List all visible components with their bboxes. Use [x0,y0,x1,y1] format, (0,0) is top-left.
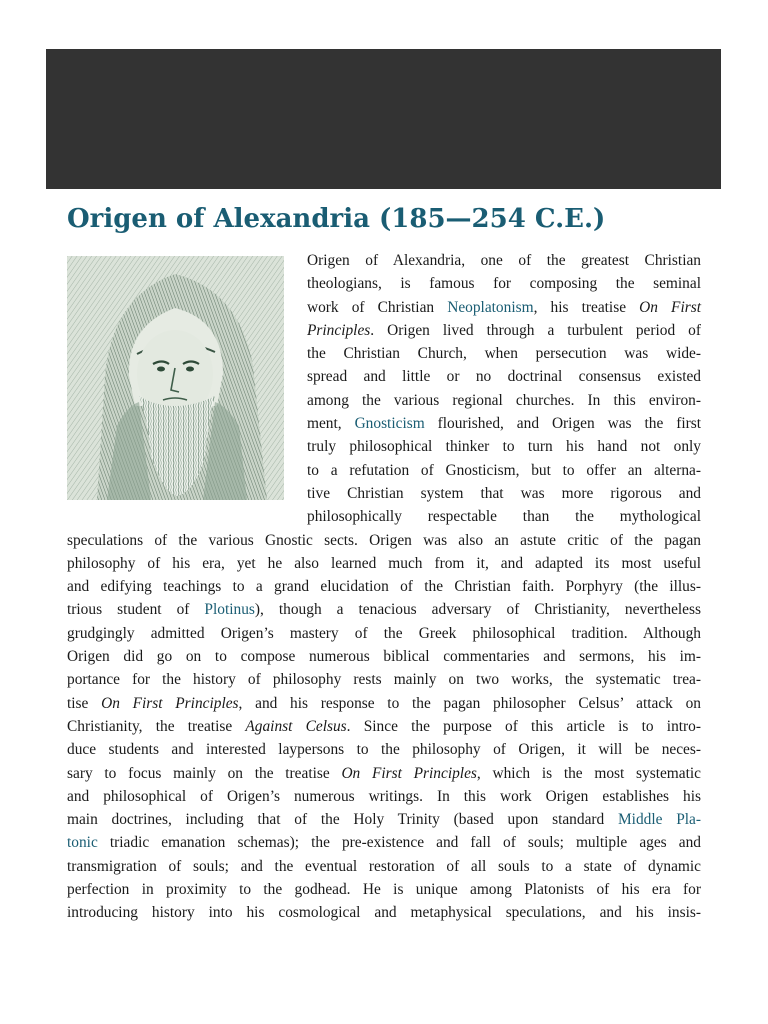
text-line: portance for the history of philosophy rests mainly on two works, the systematic trea- [67,671,701,689]
text-line: main doctrines, including that of the Holy Trinity (based upon standard Middle Pla- [67,811,701,829]
text-line: theologians, is famous for composing the seminal [307,275,701,293]
text-line: speculations of the various Gnostic sects. Origen was also an astute critic of the pagan [67,531,701,549]
text-line: spread and little or no doctrinal consensus existed [307,368,701,386]
link-gnosticism[interactable]: Gnosticism [354,415,425,433]
text-line: perfection in proximity to the godhead. He is unique among Platonists of his era for [67,881,701,899]
page-title: Origen of Alexandria (185—254 C.E.) [67,204,606,234]
article-body [67,249,701,925]
text-line: introducing history into his cosmological and metaphysical speculations, and his insis- [67,904,701,922]
text-line: ment, Gnosticism flourished, and Origen was the first [307,415,701,433]
text-line: and edifying teachings to a grand elucidation of the Christian faith. Porphyry (the illus- [67,578,701,596]
link-neoplatonism[interactable]: Neoplatonism [447,298,534,316]
link-middle-platonic[interactable]: Middle Pla- [617,811,701,829]
text-line: and philosophical of Origen’s numerous writings. In this work Origen establishes his [67,787,701,805]
text-line: truly philosophical thinker to turn his hand not only [307,438,701,456]
text-line: transmigration of souls; and the eventual restoration of all souls to a state of dynamic [67,857,701,875]
text-line: duce students and interested laypersons to the philosophy of Origen, it will be neces- [67,741,701,759]
text-line: Origen did go on to compose numerous biblical commentaries and sermons, his im- [67,648,701,666]
text-line: philosophy of his era, yet he also learned much from it, and adapted its most useful [67,554,701,572]
link-middle-platonic-cont[interactable]: tonic [67,834,98,852]
text-line: Christianity, the treatise Against Celsus. Since the purpose of this article is to intro- [67,717,701,735]
header-banner [46,49,721,189]
text-line: work of Christian Neoplatonism, his treatise On First [307,298,701,316]
text-line: Origen of Alexandria, one of the greatest Christian [307,252,701,269]
text-line: tonic triadic emanation schemas); the pre-existence and fall of souls; multiple ages and [67,834,701,852]
text-line: philosophically respectable than the mythological [307,508,701,526]
text-line: sary to focus mainly on the treatise On First Principles, which is the most systematic [67,764,701,782]
text-line: to a refutation of Gnosticism, but to offer an alterna- [307,461,701,479]
text-line: Principles. Origen lived through a turbulent period of [307,321,701,339]
text-line: tive Christian system that was more rigorous and [307,484,701,502]
text-line: the Christian Church, when persecution was wide- [307,345,701,363]
text-line: grudgingly admitted Origen’s mastery of the Greek philosophical tradition. Although [67,624,701,642]
text-line: among the various regional churches. In this environ- [307,391,701,409]
text-line: trious student of Plotinus), though a tenacious adversary of Christianity, nevertheless [67,601,701,619]
link-plotinus[interactable]: Plotinus [204,601,255,619]
text-line: tise On First Principles, and his response to the pagan philosopher Celsus’ attack on [67,694,701,712]
